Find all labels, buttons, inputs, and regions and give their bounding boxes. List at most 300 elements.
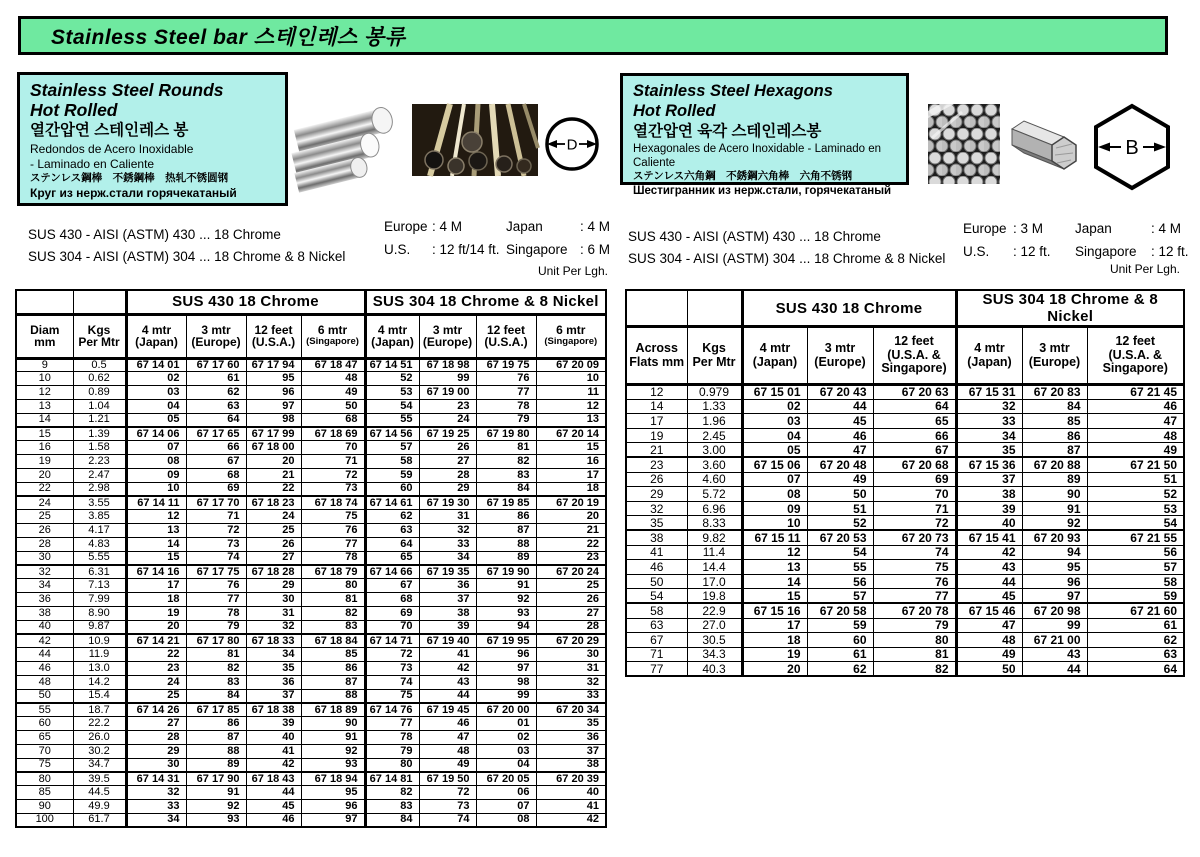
article-code-cell: 67 20 83 <box>1022 385 1087 400</box>
article-code-cell: 67 20 93 <box>1022 530 1087 545</box>
length-label: U.S. <box>963 244 990 259</box>
article-code-cell: 79 <box>873 618 956 633</box>
article-code-cell: 36 <box>536 731 606 745</box>
article-code-cell: 84 <box>186 689 246 703</box>
article-code-cell: 76 <box>873 574 956 589</box>
column-header-cell: Diam mm <box>16 314 73 358</box>
article-code-cell: 21 <box>246 468 301 482</box>
article-code-cell: 27 <box>126 717 186 731</box>
article-code-cell: 67 18 43 <box>246 772 301 786</box>
article-code-cell: 67 20 68 <box>873 457 956 472</box>
article-code-cell: 75 <box>365 689 419 703</box>
article-code-cell: 88 <box>186 744 246 758</box>
article-code-cell: 58 <box>1087 574 1184 589</box>
weight-cell: 1.33 <box>687 399 742 414</box>
article-code-cell: 97 <box>301 813 365 827</box>
length-value: 3 M <box>1020 221 1044 236</box>
article-code-cell: 43 <box>1022 647 1087 662</box>
article-code-cell: 14 <box>742 574 807 589</box>
article-code-cell: 67 20 53 <box>807 530 873 545</box>
article-code-cell: 25 <box>536 579 606 593</box>
rounds-bundle-photo <box>412 104 538 176</box>
article-code-cell: 05 <box>126 413 186 427</box>
article-code-cell: 67 19 40 <box>419 634 476 648</box>
weight-cell: 4.60 <box>687 472 742 487</box>
article-code-cell: 67 19 25 <box>419 427 476 441</box>
weight-cell: 13.0 <box>73 662 126 676</box>
article-code-cell: 37 <box>246 689 301 703</box>
length-label: U.S. <box>384 242 411 257</box>
length-value: 4 M <box>439 219 463 234</box>
article-code-cell: 67 19 75 <box>476 358 536 372</box>
article-code-cell: 75 <box>301 510 365 524</box>
size-cell: 14 <box>626 399 687 414</box>
article-code-cell: 67 14 51 <box>365 358 419 372</box>
article-code-cell: 45 <box>956 589 1022 604</box>
weight-cell: 30.2 <box>73 744 126 758</box>
article-code-cell: 63 <box>1087 647 1184 662</box>
article-code-cell: 99 <box>1022 618 1087 633</box>
article-code-cell: 87 <box>186 731 246 745</box>
article-code-cell: 89 <box>1022 472 1087 487</box>
article-code-cell: 27 <box>536 606 606 620</box>
size-cell: 100 <box>16 813 73 827</box>
table-row <box>16 717 606 731</box>
page-title-banner <box>18 16 1168 55</box>
column-header-cell: Kgs Per Mtr <box>687 327 742 385</box>
rounds-title-ko: 열간압연 스테인레스 봉 <box>30 122 189 139</box>
rounds-title-en: Stainless Steel Rounds <box>30 80 224 100</box>
size-cell: 30 <box>16 551 73 565</box>
size-cell: 55 <box>16 703 73 717</box>
weight-cell: 17.0 <box>687 574 742 589</box>
column-header-cell: 4 mtr (Japan) <box>956 327 1022 385</box>
article-code-cell: 81 <box>186 648 246 662</box>
hex-across-flats-diagram <box>1092 102 1172 192</box>
article-code-cell: 83 <box>301 620 365 634</box>
table-row <box>626 530 1184 545</box>
article-code-cell: 58 <box>365 455 419 469</box>
size-cell: 41 <box>626 545 687 560</box>
article-code-cell: 57 <box>365 441 419 455</box>
table-row <box>16 455 606 469</box>
article-code-cell: 67 15 46 <box>956 603 1022 618</box>
article-code-cell: 79 <box>365 744 419 758</box>
article-code-cell: 96 <box>301 800 365 814</box>
weight-cell: 3.85 <box>73 510 126 524</box>
weight-cell: 2.23 <box>73 455 126 469</box>
article-code-cell: 52 <box>365 372 419 386</box>
article-code-cell: 67 21 45 <box>1087 385 1184 400</box>
article-code-cell: 06 <box>476 786 536 800</box>
size-cell: 25 <box>16 510 73 524</box>
article-code-cell: 67 18 84 <box>301 634 365 648</box>
table-row <box>16 510 606 524</box>
article-code-cell: 67 14 01 <box>126 358 186 372</box>
size-cell: 71 <box>626 647 687 662</box>
article-code-cell: 33 <box>956 414 1022 429</box>
table-row <box>626 516 1184 531</box>
article-code-cell: 69 <box>186 482 246 496</box>
article-code-cell: 67 14 26 <box>126 703 186 717</box>
article-code-cell: 33 <box>419 537 476 551</box>
article-code-cell: 50 <box>301 399 365 413</box>
article-code-cell: 27 <box>246 551 301 565</box>
article-code-cell: 67 20 00 <box>476 703 536 717</box>
weight-cell: 18.7 <box>73 703 126 717</box>
article-code-cell: 51 <box>807 501 873 516</box>
article-code-cell: 43 <box>956 560 1022 575</box>
article-code-cell: 71 <box>301 455 365 469</box>
table-row <box>16 800 606 814</box>
article-code-cell: 47 <box>956 618 1022 633</box>
article-code-cell: 82 <box>365 786 419 800</box>
column-header-cell: 6 mtr (Singapore) <box>536 314 606 358</box>
article-code-cell: 28 <box>126 731 186 745</box>
article-code-cell: 36 <box>419 579 476 593</box>
article-code-cell: 60 <box>365 482 419 496</box>
rounds-product-box <box>17 72 288 206</box>
article-code-cell: 67 21 00 <box>1022 633 1087 648</box>
table-row <box>16 606 606 620</box>
article-code-cell: 47 <box>419 731 476 745</box>
weight-cell: 6.31 <box>73 565 126 579</box>
article-code-cell: 81 <box>873 647 956 662</box>
article-code-cell: 97 <box>476 662 536 676</box>
table-row <box>16 634 606 648</box>
article-code-cell: 92 <box>301 744 365 758</box>
article-code-cell: 67 17 99 <box>246 427 301 441</box>
article-code-cell: 54 <box>807 545 873 560</box>
size-cell: 54 <box>626 589 687 604</box>
article-code-cell: 40 <box>956 516 1022 531</box>
article-code-cell: 61 <box>186 372 246 386</box>
article-code-cell: 96 <box>476 648 536 662</box>
table-row <box>16 675 606 689</box>
article-code-cell: 02 <box>476 731 536 745</box>
article-code-cell: 67 14 56 <box>365 427 419 441</box>
table-row <box>16 648 606 662</box>
column-header-cell: Across Flats mm <box>626 327 687 385</box>
article-code-cell: 92 <box>476 593 536 607</box>
article-code-cell: 13 <box>742 560 807 575</box>
article-code-cell: 93 <box>476 606 536 620</box>
article-code-cell: 32 <box>419 524 476 538</box>
article-code-cell: 67 18 33 <box>246 634 301 648</box>
article-code-cell: 67 18 94 <box>301 772 365 786</box>
article-code-cell: 20 <box>126 620 186 634</box>
article-code-cell: 09 <box>126 468 186 482</box>
table-row <box>626 589 1184 604</box>
table-row <box>16 620 606 634</box>
weight-cell: 5.55 <box>73 551 126 565</box>
column-header-cell: 3 mtr (Europe) <box>186 314 246 358</box>
weight-cell: 1.04 <box>73 399 126 413</box>
weight-cell: 34.3 <box>687 647 742 662</box>
article-code-cell: 67 20 05 <box>476 772 536 786</box>
article-code-cell: 38 <box>956 487 1022 502</box>
weight-cell: 0.979 <box>687 385 742 400</box>
weight-cell: 7.99 <box>73 593 126 607</box>
size-cell: 32 <box>16 565 73 579</box>
article-code-cell: 49 <box>807 472 873 487</box>
article-code-cell: 95 <box>1022 560 1087 575</box>
article-code-cell: 41 <box>536 800 606 814</box>
article-code-cell: 83 <box>365 800 419 814</box>
article-code-cell: 37 <box>536 744 606 758</box>
article-code-cell: 35 <box>246 662 301 676</box>
table-row <box>16 399 606 413</box>
article-code-cell: 70 <box>365 620 419 634</box>
article-code-cell: 16 <box>536 455 606 469</box>
column-header-cell: 12 feet (U.S.A. & Singapore) <box>873 327 956 385</box>
weight-cell: 7.13 <box>73 579 126 593</box>
article-code-cell: 08 <box>742 487 807 502</box>
article-code-cell: 67 17 80 <box>186 634 246 648</box>
article-code-cell: 57 <box>1087 560 1184 575</box>
article-code-cell: 03 <box>126 386 186 400</box>
article-code-cell: 55 <box>807 560 873 575</box>
article-code-cell: 07 <box>742 472 807 487</box>
table-row <box>626 399 1184 414</box>
article-code-cell: 91 <box>1022 501 1087 516</box>
article-code-cell: 67 18 74 <box>301 496 365 510</box>
article-code-cell: 47 <box>1087 414 1184 429</box>
article-code-cell: 29 <box>246 579 301 593</box>
article-code-cell: 33 <box>126 800 186 814</box>
table-row <box>16 358 606 372</box>
article-code-cell: 22 <box>536 537 606 551</box>
article-code-cell: 54 <box>1087 516 1184 531</box>
article-code-cell: 67 20 39 <box>536 772 606 786</box>
article-code-cell: 49 <box>419 758 476 772</box>
weight-cell: 0.5 <box>73 358 126 372</box>
table-row <box>626 385 1184 400</box>
article-code-cell: 07 <box>476 800 536 814</box>
weight-cell: 11.9 <box>73 648 126 662</box>
table-row <box>16 731 606 745</box>
article-code-cell: 88 <box>476 537 536 551</box>
blank-header-cell <box>687 290 742 327</box>
article-code-cell: 93 <box>301 758 365 772</box>
article-code-cell: 70 <box>873 487 956 502</box>
article-code-cell: 91 <box>301 731 365 745</box>
size-cell: 9 <box>16 358 73 372</box>
article-code-cell: 67 14 66 <box>365 565 419 579</box>
column-header-row <box>626 327 1184 385</box>
article-code-cell: 67 17 94 <box>246 358 301 372</box>
weight-cell: 61.7 <box>73 813 126 827</box>
article-code-cell: 44 <box>807 399 873 414</box>
article-code-cell: 68 <box>301 413 365 427</box>
weight-cell: 22.9 <box>687 603 742 618</box>
article-code-cell: 67 20 63 <box>873 385 956 400</box>
rounds-lengths: Europe : 4 M Japan : 4 M U.S. : 12 ft/14 ft. Singapore : 6 M <box>384 215 610 261</box>
article-code-cell: 29 <box>126 744 186 758</box>
article-code-cell: 78 <box>301 551 365 565</box>
size-cell: 32 <box>626 501 687 516</box>
article-code-cell: 56 <box>1087 545 1184 560</box>
article-code-cell: 20 <box>246 455 301 469</box>
article-code-cell: 68 <box>186 468 246 482</box>
length-label: Japan <box>1075 221 1112 236</box>
article-code-cell: 23 <box>419 399 476 413</box>
article-code-cell: 97 <box>1022 589 1087 604</box>
article-code-cell: 66 <box>873 428 956 443</box>
article-code-cell: 67 19 80 <box>476 427 536 441</box>
article-code-cell: 67 18 47 <box>301 358 365 372</box>
article-code-cell: 64 <box>1087 662 1184 677</box>
article-code-cell: 12 <box>126 510 186 524</box>
article-code-cell: 28 <box>536 620 606 634</box>
length-value: 12 ft/14 ft. <box>439 242 500 257</box>
table-row <box>626 443 1184 458</box>
size-cell: 34 <box>16 579 73 593</box>
weight-cell: 1.39 <box>73 427 126 441</box>
article-code-cell: 67 18 79 <box>301 565 365 579</box>
article-code-cell: 92 <box>1022 516 1087 531</box>
table-row <box>16 427 606 441</box>
weight-cell: 0.62 <box>73 372 126 386</box>
article-code-cell: 76 <box>301 524 365 538</box>
article-code-cell: 23 <box>536 551 606 565</box>
article-code-cell: 60 <box>807 633 873 648</box>
size-cell: 35 <box>626 516 687 531</box>
article-code-cell: 67 14 61 <box>365 496 419 510</box>
hex-unit-note: Unit Per Lgh. <box>1109 262 1180 276</box>
article-code-cell: 59 <box>807 618 873 633</box>
rounds-standard-430: SUS 430 - AISI (ASTM) 430 ... 18 Chrome <box>28 227 281 242</box>
article-code-cell: 11 <box>536 386 606 400</box>
article-code-cell: 73 <box>186 537 246 551</box>
article-code-cell: 17 <box>126 579 186 593</box>
article-code-cell: 79 <box>186 620 246 634</box>
rounds-title-es-1: Redondos de Acero Inoxidable <box>30 142 194 156</box>
article-code-cell: 34 <box>126 813 186 827</box>
article-code-cell: 74 <box>365 675 419 689</box>
rounds-diameter-diagram <box>542 115 602 173</box>
article-code-cell: 78 <box>365 731 419 745</box>
article-code-cell: 74 <box>873 545 956 560</box>
article-code-cell: 59 <box>1087 589 1184 604</box>
article-code-cell: 34 <box>246 648 301 662</box>
article-code-cell: 53 <box>1087 501 1184 516</box>
size-cell: 85 <box>16 786 73 800</box>
article-code-cell: 86 <box>1022 428 1087 443</box>
table-row <box>16 413 606 427</box>
article-code-cell: 44 <box>1022 662 1087 677</box>
article-code-cell: 75 <box>873 560 956 575</box>
article-code-cell: 67 18 38 <box>246 703 301 717</box>
length-label: Japan <box>506 219 543 234</box>
size-cell: 80 <box>16 772 73 786</box>
article-code-cell: 67 20 34 <box>536 703 606 717</box>
article-code-cell: 67 19 50 <box>419 772 476 786</box>
size-cell: 38 <box>16 606 73 620</box>
article-code-cell: 82 <box>476 455 536 469</box>
article-code-cell: 55 <box>365 413 419 427</box>
weight-cell: 49.9 <box>73 800 126 814</box>
article-code-cell: 37 <box>956 472 1022 487</box>
group-header-cell: SUS 430 18 Chrome <box>742 290 956 327</box>
rounds-subtitle-en: Hot Rolled <box>30 100 118 120</box>
article-code-cell: 19 <box>126 606 186 620</box>
table-row <box>626 603 1184 618</box>
weight-cell: 4.17 <box>73 524 126 538</box>
article-code-cell: 67 14 11 <box>126 496 186 510</box>
length-value: 4 M <box>1158 221 1182 236</box>
article-code-cell: 37 <box>419 593 476 607</box>
weight-cell: 3.00 <box>687 443 742 458</box>
hexagons-product-box <box>620 73 909 197</box>
article-code-cell: 13 <box>126 524 186 538</box>
article-code-cell: 67 20 48 <box>807 457 873 472</box>
article-code-cell: 73 <box>419 800 476 814</box>
article-code-cell: 13 <box>536 413 606 427</box>
rounds-title-ru: Круг из нерж.стали горячекатаный <box>30 185 237 200</box>
article-code-cell: 97 <box>246 399 301 413</box>
article-code-cell: 39 <box>956 501 1022 516</box>
article-code-cell: 87 <box>476 524 536 538</box>
weight-cell: 5.72 <box>687 487 742 502</box>
size-cell: 48 <box>16 675 73 689</box>
article-code-cell: 20 <box>742 662 807 677</box>
rounds-price-table <box>15 289 607 828</box>
article-code-cell: 74 <box>419 813 476 827</box>
article-code-cell: 35 <box>536 717 606 731</box>
article-code-cell: 67 21 60 <box>1087 603 1184 618</box>
article-code-cell: 08 <box>476 813 536 827</box>
hex-standards <box>628 226 945 270</box>
article-code-cell: 77 <box>186 593 246 607</box>
hex-title-es: Hexagonales de Acero Inoxidable - Laminado en Caliente <box>633 143 882 169</box>
table-row <box>16 386 606 400</box>
article-code-cell: 71 <box>186 510 246 524</box>
article-code-cell: 09 <box>742 501 807 516</box>
size-cell: 10 <box>16 372 73 386</box>
article-code-cell: 34 <box>419 551 476 565</box>
article-code-cell: 81 <box>301 593 365 607</box>
article-code-cell: 67 20 29 <box>536 634 606 648</box>
article-code-cell: 38 <box>419 606 476 620</box>
article-code-cell: 62 <box>365 510 419 524</box>
article-code-cell: 67 21 50 <box>1087 457 1184 472</box>
column-header-cell: 4 mtr (Japan) <box>742 327 807 385</box>
size-cell: 50 <box>16 689 73 703</box>
rounds-standard-304: SUS 304 - AISI (ASTM) 304 ... 18 Chrome & 8 Nickel <box>28 249 346 264</box>
article-code-cell: 24 <box>126 675 186 689</box>
weight-cell: 9.82 <box>687 530 742 545</box>
article-code-cell: 77 <box>365 717 419 731</box>
rounds-standards <box>28 224 345 268</box>
article-code-cell: 67 18 69 <box>301 427 365 441</box>
size-cell: 22 <box>16 482 73 496</box>
table-row <box>626 647 1184 662</box>
table-row <box>16 441 606 455</box>
article-code-cell: 33 <box>536 689 606 703</box>
article-code-cell: 67 <box>186 455 246 469</box>
article-code-cell: 67 20 24 <box>536 565 606 579</box>
article-code-cell: 64 <box>873 399 956 414</box>
article-code-cell: 67 14 71 <box>365 634 419 648</box>
article-code-cell: 83 <box>186 675 246 689</box>
table-row <box>626 487 1184 502</box>
article-code-cell: 40 <box>536 786 606 800</box>
rounds-title-es-2: - Laminado en Caliente <box>30 157 155 171</box>
article-code-cell: 93 <box>186 813 246 827</box>
article-code-cell: 50 <box>807 487 873 502</box>
size-cell: 12 <box>626 385 687 400</box>
